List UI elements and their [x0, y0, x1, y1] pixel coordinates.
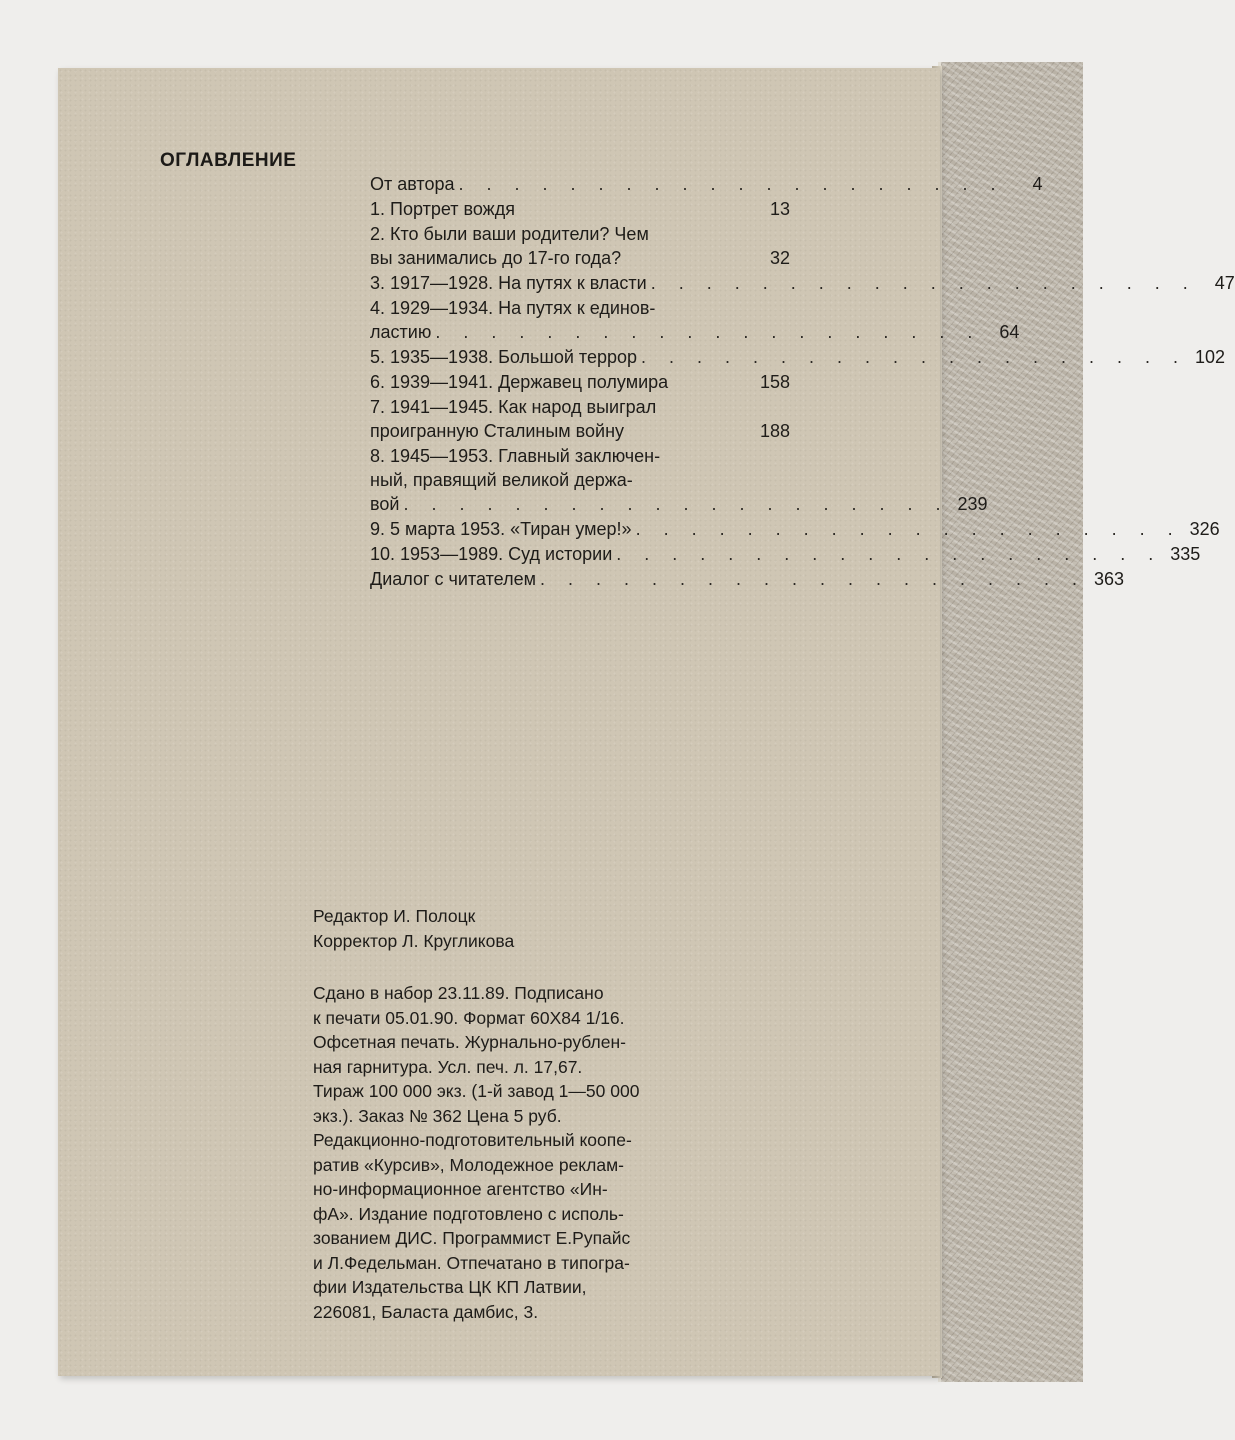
imprint-line: к печати 05.01.90. Формат 60Х84 1/16. — [313, 1007, 625, 1028]
toc-entry-title: 3. 1917—1928. На путях к власти — [370, 273, 647, 293]
corrector-credit: Корректор Л. Кругликова — [313, 930, 515, 951]
toc-entry-title: 6. 1939—1941. Державец полумира — [370, 372, 669, 392]
imprint-line: зованием ДИС. Программист Е.Рупайс — [313, 1228, 631, 1248]
toc-entry — [370, 370, 790, 394]
toc-page-number: 158 — [759, 372, 790, 392]
toc-entry-title: 9. 5 марта 1953. «Тиран умер!» — [370, 519, 632, 539]
toc-entry-title: Диалог с читателем — [370, 569, 536, 589]
imprint-line: ратив «Курсив», Молодежное реклам- — [313, 1154, 624, 1175]
toc-entry-title: проигранную Сталиным войну — [370, 421, 625, 441]
toc-entry-title: 10. 1953—1989. Суд истории — [370, 544, 613, 564]
toc-entry-title-line: 4. 1929—1934. На путях к единов- — [370, 298, 656, 318]
toc-leader-dots: . . . . . . . . . . . . . . . . . . . . — [641, 347, 1188, 367]
toc-entry — [370, 345, 1226, 369]
toc-entry-title-line: 2. Кто были ваши родители? Чем — [370, 224, 649, 244]
toc-entry-title: вой — [370, 494, 400, 514]
toc-page-number: 13 — [769, 199, 790, 219]
toc-page-number: 188 — [759, 421, 790, 441]
toc-leader-dots: . . . . . . . . . . . . . . . . . . . . — [435, 322, 982, 342]
toc-entry-title: вы занимались до 17-го года? — [370, 248, 622, 268]
toc-leader-dots: . . . . . . . . . . . . . . . . . . . . — [539, 569, 1087, 589]
imprint-line: ная гарнитура. Усл. печ. л. 17,67. — [313, 1056, 583, 1077]
toc-page-number: 239 — [957, 494, 988, 514]
toc-entry — [370, 172, 1043, 196]
toc-entry — [370, 542, 1201, 566]
imprint-line: фА». Издание подготовлено с исполь- — [313, 1203, 624, 1224]
imprint-line: Офсетная печать. Журнально-рублен- — [313, 1032, 626, 1052]
toc-entry — [370, 296, 1020, 344]
toc-entry — [370, 197, 790, 221]
toc-entry — [370, 567, 1125, 591]
toc-entry-title: 1. Портрет вождя — [370, 199, 515, 219]
credits — [313, 904, 733, 953]
table-of-contents — [370, 172, 1235, 592]
toc-leader-dots: . . . . . . . . . . . . . . . . . . . . — [650, 273, 1197, 293]
toc-page-number: 32 — [769, 248, 790, 268]
imprint-block — [313, 904, 733, 1324]
toc-leader-dots: . . . . . . . . . . . . . . . . . . . . — [616, 544, 1163, 564]
toc-entry-title-line: 8. 1945—1953. Главный заключен- — [370, 446, 661, 466]
toc-page-number: 47 — [1214, 273, 1235, 293]
toc-entry-title: От автора — [370, 174, 455, 194]
toc-entry-title: 5. 1935—1938. Большой террор — [370, 347, 638, 367]
imprint-line: Редакционно-подготовительный коопе- — [313, 1130, 632, 1150]
imprint-line: экз.). Заказ № 362 Цена 5 руб. — [313, 1105, 562, 1126]
toc-entry-title: ластию — [370, 322, 432, 342]
toc-page-number: 335 — [1170, 544, 1201, 564]
toc-leader-dots: . . . . . . . . . . . . . . . . . . . . — [635, 519, 1182, 539]
editor-credit: Редактор И. Полоцк — [313, 906, 476, 926]
toc-entry-title-line: 7. 1941—1945. Как народ выиграл — [370, 397, 657, 417]
toc-page-number: 4 — [1032, 174, 1043, 194]
imprint-line: но-информационное агентство «Ин- — [313, 1179, 608, 1199]
imprint-details — [313, 981, 733, 1324]
toc-leader-dots: . . . . . . . . . . . . . . . . . . . . — [403, 494, 950, 514]
book-cover-edge — [938, 62, 1083, 1382]
toc-entry — [370, 395, 790, 443]
imprint-line: 226081, Баласта дамбис, 3. — [313, 1301, 539, 1322]
imprint-line: и Л.Федельман. Отпечатано в типогра- — [313, 1252, 630, 1273]
toc-entry-title-line: ный, правящий великой держа- — [370, 470, 633, 490]
toc-page-number: 363 — [1093, 569, 1125, 589]
toc-leader-dots: . . . . . . . . . . . . . . . . . . . . — [458, 174, 1005, 194]
toc-entry — [370, 444, 988, 516]
toc-page-number: 326 — [1189, 519, 1220, 539]
imprint-line: Тираж 100 000 экз. (1-й завод 1—50 000 — [313, 1081, 640, 1101]
toc-page-number: 102 — [1195, 347, 1226, 367]
imprint-line: фии Издательства ЦК КП Латвии, — [313, 1277, 587, 1297]
toc-entry — [370, 222, 790, 270]
toc-entry — [370, 517, 1220, 541]
toc-entry — [370, 271, 1235, 295]
toc-page-number: 64 — [999, 322, 1020, 342]
imprint-line: Сдано в набор 23.11.89. Подписано — [313, 983, 604, 1003]
toc-heading: ОГЛАВЛЕНИЕ — [160, 150, 297, 171]
